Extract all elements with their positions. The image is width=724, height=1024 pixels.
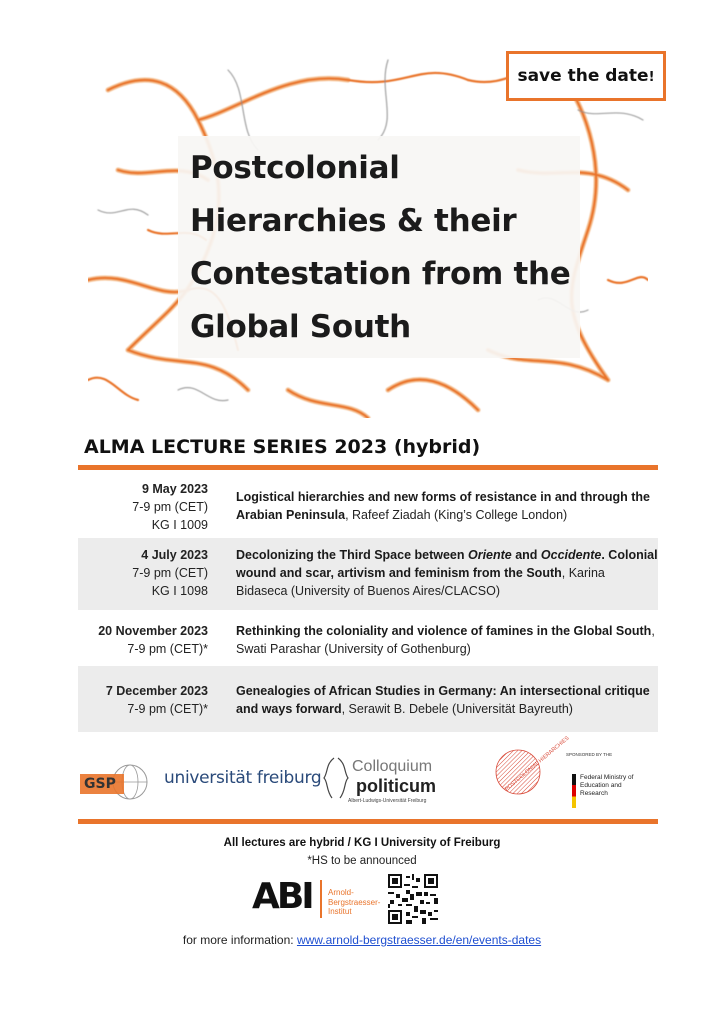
- lecture-when: [78, 546, 216, 610]
- lecture-schedule: [78, 474, 658, 732]
- lecture-title: Genealogies of African Studies in Germany: An intersectional critique and ways forward: [236, 684, 650, 716]
- page-title: Postcolonial Hierarchies & their Contestation from the Global South: [190, 150, 571, 345]
- lecture-row: [78, 610, 658, 666]
- lecture-date: 4 July 2023: [141, 548, 208, 562]
- german-flag-icon: [572, 774, 576, 808]
- more-info: [0, 933, 724, 947]
- lecture-time: 7-9 pm (CET): [132, 566, 208, 580]
- lecture-title-part: and: [511, 548, 541, 562]
- politicum-text: politicum: [356, 776, 436, 796]
- lecture-date: 9 May 2023: [141, 482, 208, 496]
- lecture-date: 20 November 2023: [98, 624, 208, 638]
- abi-logo: [252, 876, 386, 922]
- lecture-title-part: Decolonizing the Third Space between: [236, 548, 468, 562]
- postcolonial-hierarchies-logo: [486, 735, 571, 810]
- lecture-when: [78, 622, 216, 666]
- lecture-time: 7-9 pm (CET)*: [127, 642, 208, 656]
- events-link[interactable]: www.arnold-bergstraesser.de/en/events-dates: [296, 933, 542, 947]
- abi-mark-text: ABI: [252, 876, 312, 917]
- lecture-room: KG I 1009: [151, 518, 208, 532]
- lecture-details: [216, 622, 658, 666]
- gsp-logo: [78, 762, 154, 802]
- lecture-row: [78, 474, 658, 538]
- bmbf-sponsor-text: SPONSORED BY THE: [566, 752, 613, 757]
- lecture-speaker: , Karina Bidaseca (University of Buenos Aires/CLACSO): [236, 566, 605, 598]
- lecture-title: Logistical hierarchies and new forms of resistance in and through the Arabian Peninsula: [236, 490, 650, 522]
- lecture-time: 7-9 pm (CET)*: [127, 702, 208, 716]
- lecture-title-italic: Occidente: [540, 548, 602, 562]
- abi-name-text: Arnold-Bergstraesser-Institut: [328, 888, 381, 916]
- series-title: ALMA LECTURE SERIES 2023 (hybrid): [84, 436, 481, 458]
- hybrid-note: All lectures are hybrid / KG I University of Freiburg: [223, 837, 501, 849]
- postcolonial-hierarchies-text: POSTCOLONIAL HIERARCHIES: [504, 735, 571, 793]
- top-divider: [78, 465, 658, 470]
- lecture-details: [216, 546, 658, 610]
- hs-note: *HS to be announced: [307, 855, 417, 867]
- bmbf-logo: [566, 752, 658, 810]
- lecture-speaker: , Rafeef Ziadah (King’s College London): [345, 508, 568, 522]
- save-the-date-text: save the date: [517, 66, 649, 86]
- more-info-label: for more information:: [182, 933, 297, 947]
- lecture-speaker: , Swati Parashar (University of Gothenburg): [236, 624, 655, 656]
- lecture-title-part: . Colonial wound and scar, artivism and feminism from the South: [236, 548, 658, 580]
- lecture-row: [78, 538, 658, 610]
- colloquium-politicum-logo: [320, 752, 470, 804]
- qr-code-icon[interactable]: [388, 874, 438, 924]
- abi-divider: [320, 880, 322, 918]
- bottom-divider: [78, 819, 658, 824]
- lecture-date: 7 December 2023: [105, 684, 208, 698]
- colloquium-text: Colloquium: [352, 758, 433, 775]
- lecture-details: [216, 480, 658, 538]
- lecture-title: Rethinking the coloniality and violence of famines in the Global South: [236, 624, 652, 638]
- lecture-details: [216, 682, 658, 732]
- lecture-when: [78, 682, 216, 732]
- bmbf-name-text: Federal Ministry of Education and Research: [580, 774, 634, 797]
- save-the-date-badge: [506, 51, 666, 101]
- university-freiburg-logo: universität freiburg: [164, 768, 322, 788]
- lecture-when: [78, 480, 216, 538]
- partner-logos: [78, 735, 658, 810]
- gsp-text: GSP: [84, 776, 116, 792]
- lecture-row: [78, 666, 658, 732]
- lecture-title-italic: Oriente: [467, 548, 512, 562]
- profile-faces-icon: [320, 754, 350, 804]
- lecture-speaker: , Serawit B. Debele (Universität Bayreuth): [341, 702, 573, 716]
- lecture-time: 7-9 pm (CET): [132, 500, 208, 514]
- save-the-date-mark: !: [648, 70, 655, 85]
- lecture-room: KG I 1098: [151, 584, 208, 598]
- colloquium-subtitle: Albert-Ludwigs-Universität Freiburg: [348, 798, 427, 804]
